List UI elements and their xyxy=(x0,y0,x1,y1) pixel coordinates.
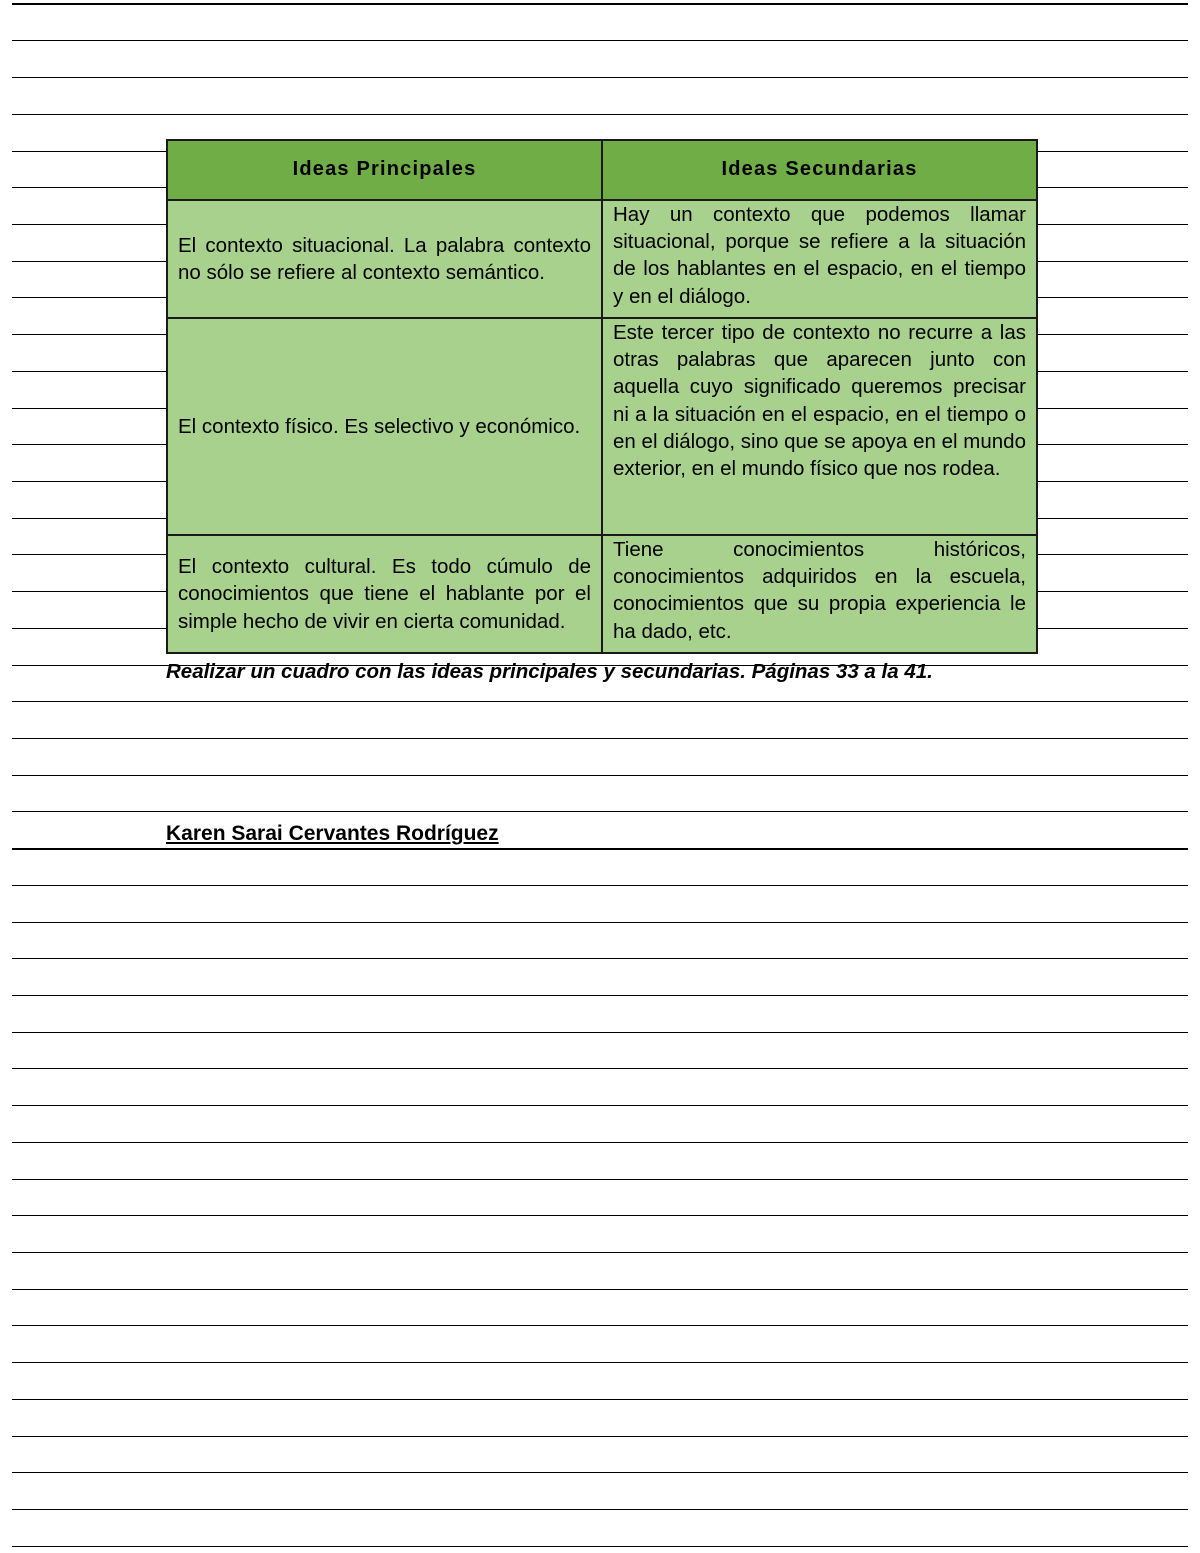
ruled-line xyxy=(12,77,1188,78)
ruled-line xyxy=(12,738,1188,739)
ruled-line xyxy=(12,40,1188,41)
main-idea-cell: El contexto físico. Es selectivo y económico. xyxy=(167,318,602,535)
ruled-line xyxy=(12,1509,1188,1510)
header-ideas-principales: Ideas Principales xyxy=(167,140,602,200)
table-row xyxy=(167,318,1037,535)
ruled-line xyxy=(12,1105,1188,1106)
ruled-line xyxy=(12,1289,1188,1290)
ideas-table xyxy=(166,139,1038,654)
ruled-line xyxy=(12,1362,1188,1363)
author-name: Karen Sarai Cervantes Rodríguez xyxy=(166,822,499,845)
ruled-line xyxy=(12,1032,1188,1033)
assignment-instruction: Realizar un cuadro con las ideas principales y secundarias. Páginas 33 a la 41. xyxy=(166,660,933,683)
ruled-line xyxy=(12,1252,1188,1253)
ruled-line xyxy=(12,1546,1188,1547)
ruled-line xyxy=(12,958,1188,959)
ruled-line xyxy=(12,701,1188,702)
ruled-line xyxy=(12,885,1188,886)
ruled-line xyxy=(12,1436,1188,1437)
ruled-line xyxy=(12,1068,1188,1069)
ruled-line xyxy=(12,922,1188,923)
ruled-line xyxy=(12,1179,1188,1180)
ruled-line xyxy=(12,114,1188,115)
secondary-idea-cell: Hay un contexto que podemos llamar situacional, porque se refiere a la situación de los hablantes en el espacio, en el tiempo y en el diálogo. xyxy=(602,200,1037,318)
ruled-line xyxy=(12,1325,1188,1326)
table-row xyxy=(167,200,1037,318)
ruled-line xyxy=(12,1472,1188,1473)
secondary-idea-cell: Tiene conocimientos históricos, conocimientos adquiridos en la escuela, conocimientos que su propia experiencia le ha dado, etc. xyxy=(602,535,1037,653)
table-row xyxy=(167,535,1037,653)
header-ideas-secundarias: Ideas Secundarias xyxy=(602,140,1037,200)
ruled-line xyxy=(12,811,1188,812)
ruled-line xyxy=(12,3,1188,5)
main-idea-cell: El contexto situacional. La palabra contexto no sólo se refiere al contexto semántico. xyxy=(167,200,602,318)
secondary-idea-cell: Este tercer tipo de contexto no recurre a las otras palabras que aparecen junto con aquella cuyo significado queremos precisar ni a la situación en el espacio, en el tiempo o en el diálogo, sino que se apoya en el mundo exterior, en el mundo físico que nos rodea. xyxy=(602,318,1037,535)
table-header-row xyxy=(167,140,1037,200)
ruled-line xyxy=(12,995,1188,996)
ruled-line xyxy=(12,848,1188,850)
ruled-line xyxy=(12,1399,1188,1400)
ruled-line xyxy=(12,1142,1188,1143)
ruled-line xyxy=(12,1215,1188,1216)
ruled-line xyxy=(12,775,1188,776)
main-idea-cell: El contexto cultural. Es todo cúmulo de conocimientos que tiene el hablante por el simple hecho de vivir en cierta comunidad. xyxy=(167,535,602,653)
